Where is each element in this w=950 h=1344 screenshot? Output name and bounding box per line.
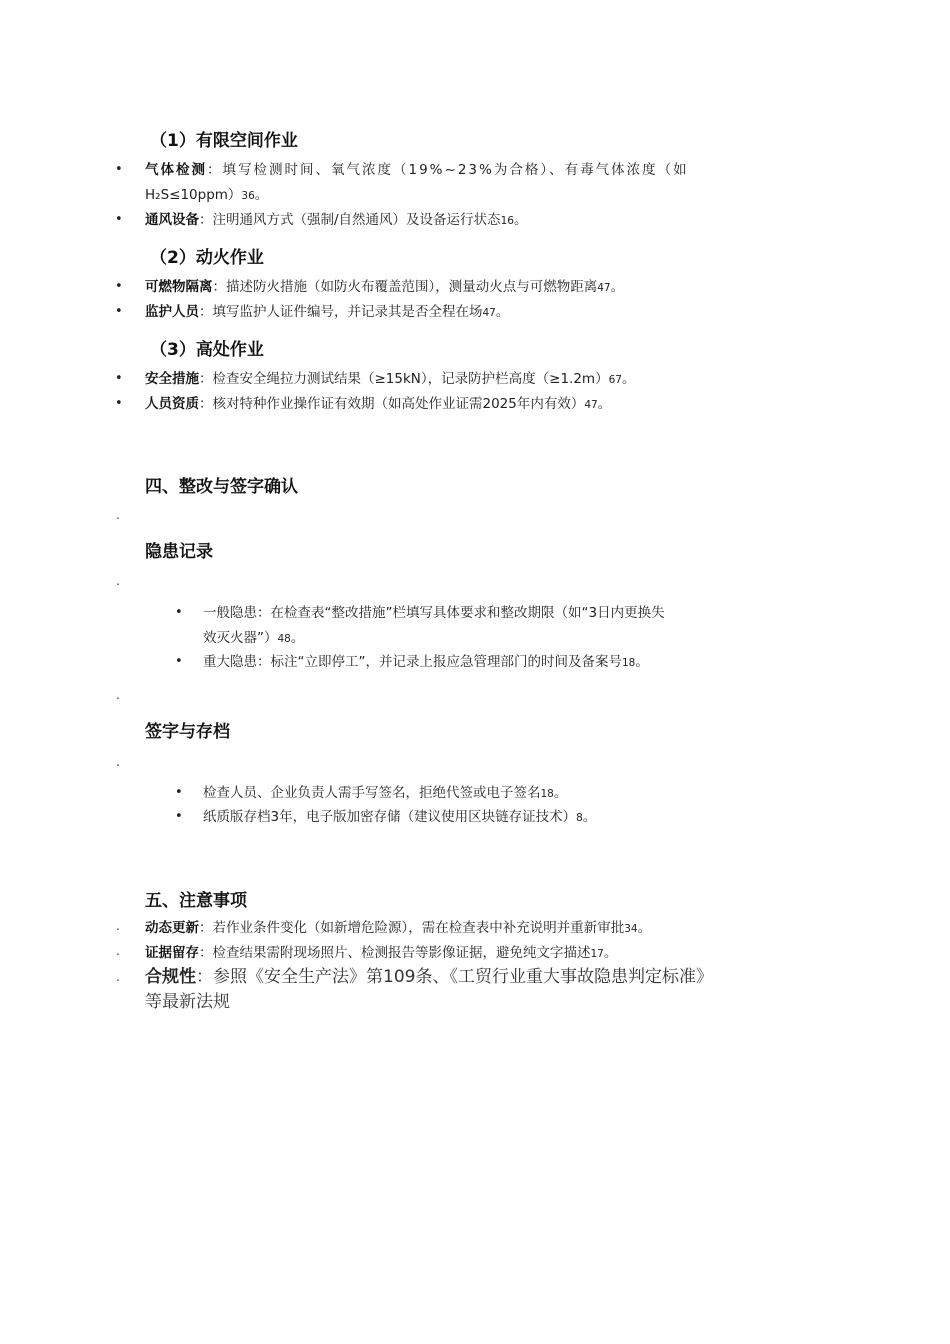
list-marker: .: [116, 688, 120, 702]
list-item-evidence-retention: 证据留存：检查结果需附现场照片、检测报告等影像证据，避免纯文字描述17。: [145, 945, 618, 961]
reference-number: 18: [540, 788, 554, 800]
reference-number: 36: [241, 190, 255, 202]
reference-number: 16: [500, 215, 514, 227]
list-item-gas-detection: • 气体检测：填写检测时间、氧气浓度（19%~23%为合格）、有毒气体浓度（如: [145, 158, 805, 182]
reference-number: 47: [584, 399, 598, 411]
subheading-signature-archive: 签字与存档: [145, 722, 230, 742]
subheading-hazard-records: 隐患记录: [145, 542, 213, 562]
bullet-icon: •: [115, 396, 123, 411]
bullet-icon: •: [175, 785, 183, 800]
list-item-guardian: • 监护人员：填写监护人证件编号，并记录其是否全程在场47。: [145, 300, 509, 325]
bullet-icon: •: [175, 605, 183, 620]
list-item-dynamic-update: 动态更新：若作业条件变化（如新增危险源），需在检查表中补充说明并重新审批34。: [145, 920, 652, 936]
section-heading-work-at-height: （3）高处作业: [150, 340, 264, 360]
reference-number: 18: [622, 657, 636, 669]
reference-number: 34: [624, 923, 638, 935]
list-item-handwritten-signature: • 检查人员、企业负责人需手写签名，拒绝代签或电子签名18。: [203, 781, 567, 806]
list-marker: .: [116, 574, 120, 588]
bullet-icon: •: [115, 212, 123, 227]
list-marker: .: [116, 508, 120, 522]
reference-number: 47: [482, 307, 496, 319]
list-item-gas-detection-cont: H₂S≤10ppm）36。: [145, 187, 269, 203]
bullet-icon: •: [175, 809, 183, 824]
section-heading-confined-space: （1）有限空间作业: [150, 131, 298, 151]
reference-number: 8: [576, 812, 583, 824]
bullet-icon: •: [115, 371, 123, 386]
list-item-ventilation: • 通风设备：注明通风方式（强制/自然通风）及设备运行状态16。: [145, 208, 527, 233]
list-item-safety-measures: • 安全措施：检查安全绳拉力测试结果（≥15kN），记录防护栏高度（≥1.2m）67。: [145, 367, 635, 392]
section-heading-rectification: 四、整改与签字确认: [145, 477, 298, 497]
list-marker: .: [116, 919, 120, 933]
bullet-icon: •: [115, 304, 123, 319]
list-item-combustible-isolation: • 可燃物隔离：描述防火措施（如防火布覆盖范围），测量动火点与可燃物距离47。: [145, 275, 624, 300]
reference-number: 47: [597, 282, 611, 294]
list-marker: .: [116, 970, 120, 984]
bullet-icon: •: [175, 654, 183, 669]
list-item-compliance: 合规性：参照《安全生产法》第109条、《工贸行业重大事故隐患判定标准》: [145, 967, 713, 987]
list-item-general-hazard: • 一般隐患：在检查表“整改措施”栏填写具体要求和整改期限（如“3日内更换失: [203, 601, 813, 625]
section-heading-notes: 五、注意事项: [145, 891, 247, 911]
list-item-archive: • 纸质版存档3年，电子版加密存储（建议使用区块链存证技术）8。: [203, 805, 596, 830]
list-item-compliance-cont: 等最新法规: [145, 992, 230, 1012]
list-item-general-hazard-cont: 效灭火器”）48。: [203, 630, 305, 646]
list-item-major-hazard: • 重大隐患：标注“立即停工”，并记录上报应急管理部门的时间及备案号18。: [203, 650, 649, 675]
bullet-icon: •: [115, 279, 123, 294]
reference-number: 67: [608, 374, 622, 386]
bullet-icon: •: [115, 162, 125, 177]
list-marker: .: [116, 944, 120, 958]
reference-number: 17: [590, 948, 604, 960]
section-heading-hot-work: （2）动火作业: [150, 248, 264, 268]
list-item-personnel-qualification: • 人员资质：核对特种作业操作证有效期（如高处作业证需2025年内有效）47。: [145, 392, 611, 417]
reference-number: 48: [277, 633, 291, 645]
list-marker: .: [116, 755, 120, 769]
